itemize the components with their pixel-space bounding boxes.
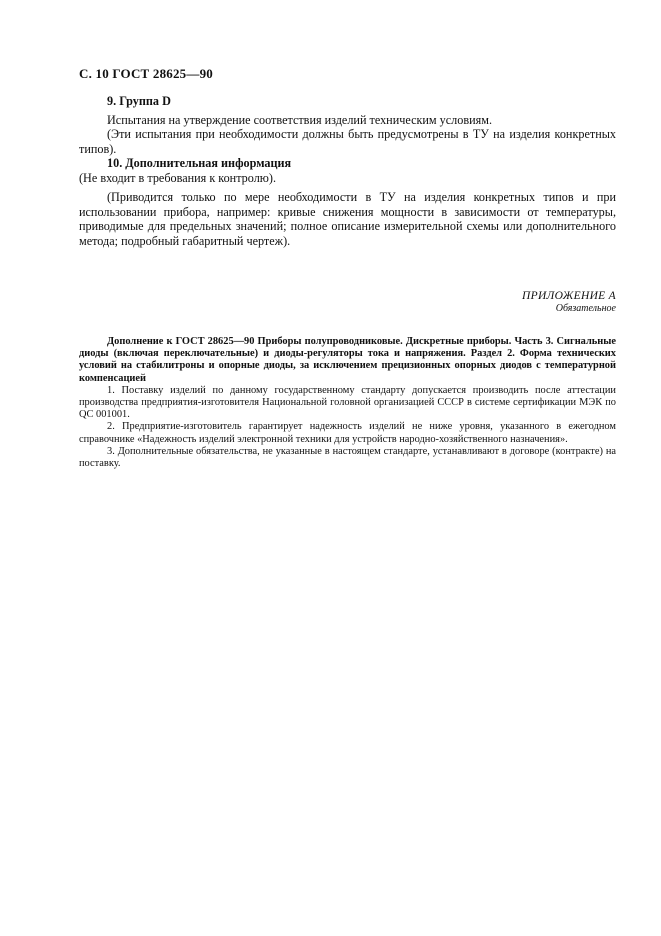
section-10-note: (Не входит в требования к контролю). bbox=[79, 170, 276, 185]
section-9-paragraph-2: (Эти испытания при необходимости должны быть предусмотрены в ТУ на изделия конкретных типов). bbox=[79, 127, 616, 156]
section-9-title: 9. Группа D bbox=[107, 94, 171, 108]
section-10 bbox=[79, 156, 616, 248]
appendix-item-2: 2. Предприятие-изготовитель гарантирует надежность изделий не ниже уровня, указанного в ежегодном справочнике «Надежность изделий электронной техники для устройств народно-хозяйственного назначения». bbox=[79, 421, 616, 445]
section-9 bbox=[79, 94, 616, 156]
appendix-title: ПРИЛОЖЕНИЕ А bbox=[522, 290, 616, 302]
appendix-item-1: 1. Поставку изделий по данному государственному стандарту допускается производить после аттестации производства предприятия-изготовителя Национальной головной организацией СССР в системе сертификации МЭК по QC 001001. bbox=[79, 384, 616, 421]
appendix-status: Обязательное bbox=[555, 303, 616, 314]
page-header: С. 10 ГОСТ 28625—90 bbox=[79, 66, 213, 81]
appendix-heading: Дополнение к ГОСТ 28625—90 Приборы полупроводниковые. Дискретные приборы. Часть 3. Сигнальные диоды (включая переключательные) и диоды-регуляторы тока и напряжения. Раздел 2. Форма технических условий на стабилитроны и опорные диоды, за исключением прецизионных опорных диодов с температурной компенсацией bbox=[79, 336, 616, 384]
appendix-label-block bbox=[522, 290, 616, 314]
appendix-body bbox=[79, 336, 616, 470]
section-10-title: 10. Дополнительная информация bbox=[107, 156, 292, 170]
section-9-paragraph-1: Испытания на утверждение соответствия изделий техническим условиям. bbox=[107, 112, 493, 127]
section-10-paragraph: (Приводится только по мере необходимости в ТУ на изделия конкретных типов и при использовании прибора, например: кривые снижения мощности в зависимости от температуры, приводимые для предельных значений; полное описание измерительной схемы или дополнительного метода; подробный габаритный чертеж). bbox=[79, 190, 616, 248]
appendix-item-3: 3. Дополнительные обязательства, не указанные в настоящем стандарте, устанавливают в договоре (контракте) на поставку. bbox=[79, 445, 616, 470]
